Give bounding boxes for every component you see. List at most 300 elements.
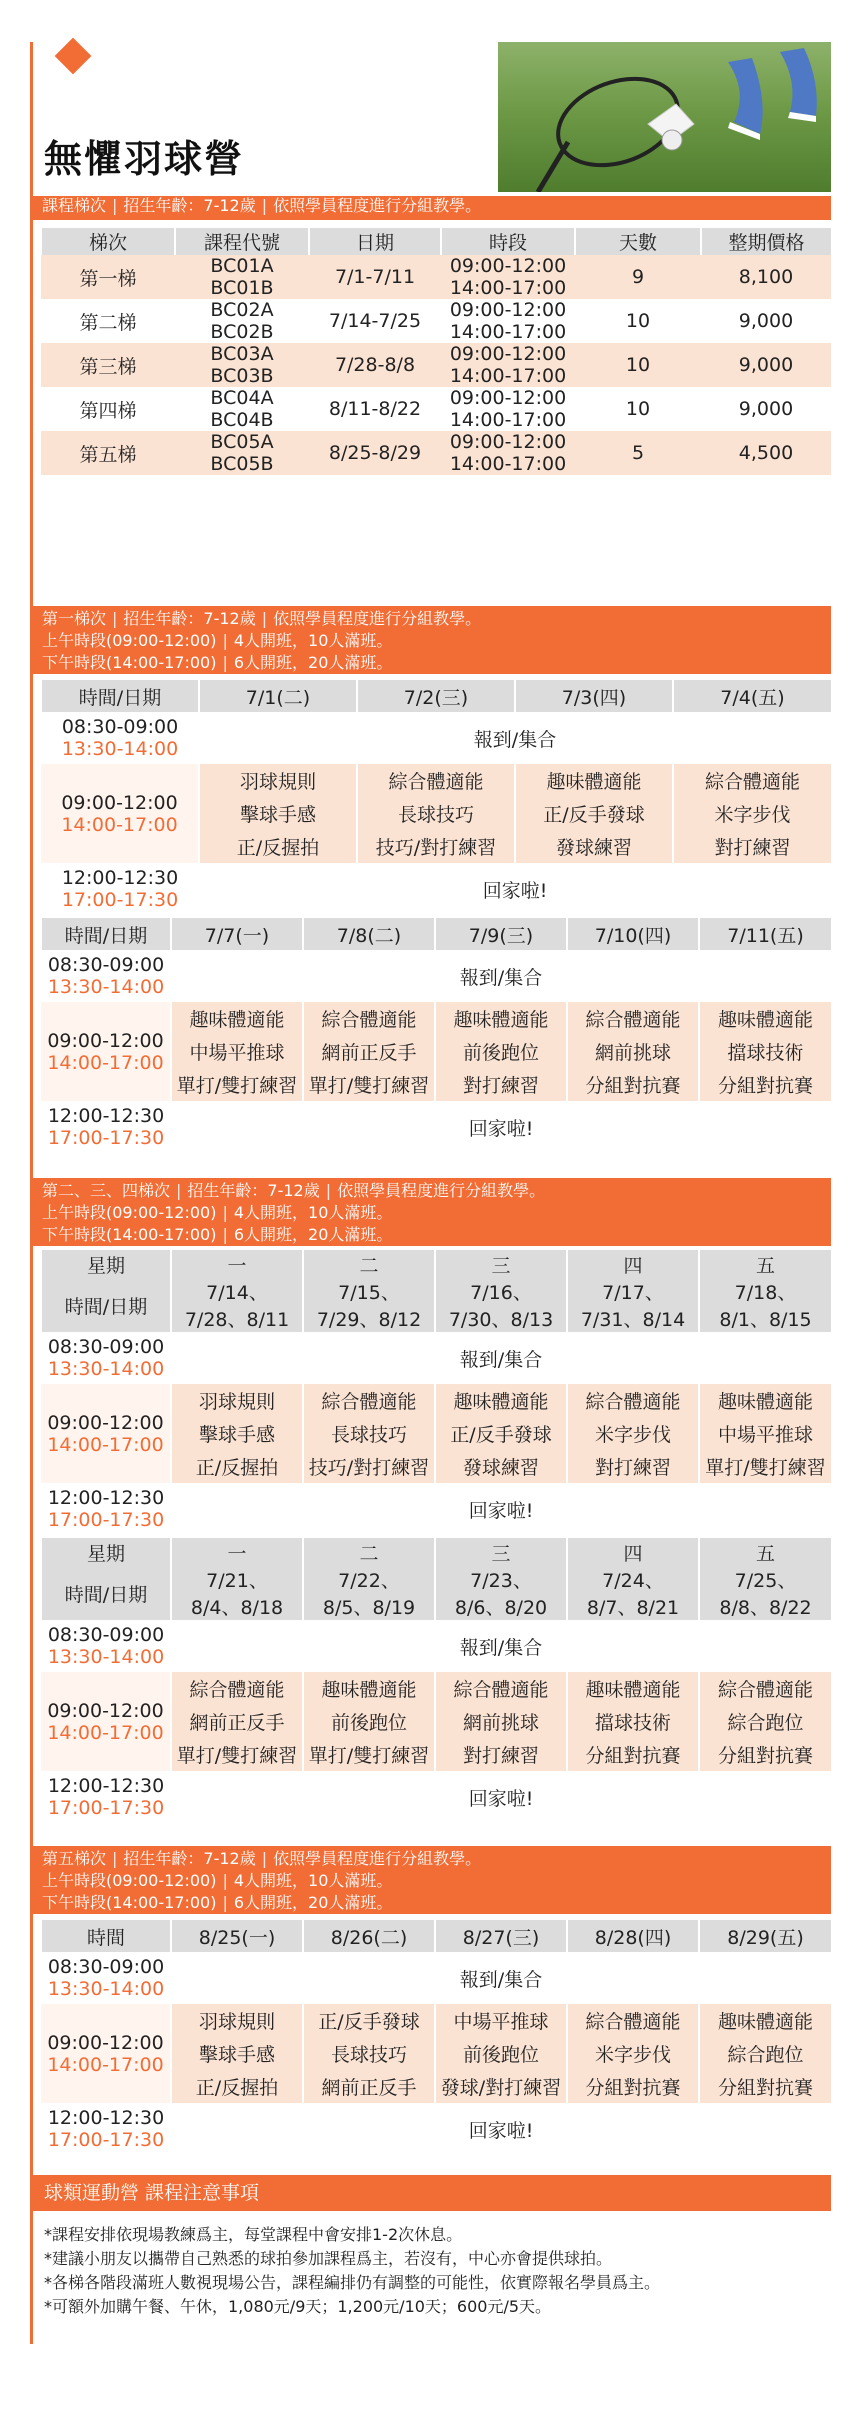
schedule-header-row (41, 1538, 831, 1566)
day-header: 二 (303, 1538, 435, 1566)
activity-cell: 網前挑球 (435, 1705, 567, 1738)
pm-text: 下午時段(14:00-17:00) (42, 653, 217, 672)
session-price: 9,000 (738, 398, 794, 420)
time-slot (41, 1332, 171, 1384)
day-header (303, 1566, 435, 1620)
session1-bar: 第一梯次 | 招生年齡：7-12歲 | 依照學員程度進行分組教學。 上午時段(09:00-12:00) | 4人開班，10人滿班。 下午時段(14:00-17:00) | 6人開班，20人滿班。 (30, 606, 831, 674)
session-date: 7/14-7/25 (328, 310, 422, 332)
day-header: 8/26(二) (303, 1920, 435, 1952)
session-price: 9,000 (738, 354, 794, 376)
activity-cell: 綜合體適能 (699, 1672, 831, 1705)
badminton-photo (498, 42, 831, 192)
activity-cell: 單打/雙打練習 (303, 1738, 435, 1771)
time-slot (41, 1620, 171, 1672)
day-header (567, 1278, 699, 1332)
time-date-header: 星期 (41, 1250, 171, 1278)
course-code: BC05A (210, 431, 274, 453)
day-header (567, 1566, 699, 1620)
session-time: 09:00-12:00 (449, 343, 567, 365)
time-slot (41, 1952, 171, 2004)
activity-cell: 中場平推球 (435, 2004, 567, 2037)
activity-cell: 對打練習 (673, 830, 831, 863)
session-time: 14:00-17:00 (449, 453, 567, 475)
schedule-table (40, 1920, 831, 2155)
activity-cell: 羽球規則 (171, 1384, 303, 1417)
home-text: 回家啦! (468, 1499, 534, 1522)
bar-label: 課程梯次 (42, 196, 107, 215)
activity-cell: 綜合體適能 (567, 1002, 699, 1035)
activity-cell: 網前正反手 (303, 2070, 435, 2103)
summary-row (41, 343, 831, 365)
schedule-table (40, 1250, 831, 1535)
course-code: BC01B (210, 277, 274, 299)
activity-cell: 發球練習 (435, 1450, 567, 1483)
date-line: 7/22、 (338, 1570, 400, 1592)
activity-cell: 綜合體適能 (303, 1384, 435, 1417)
day-header: 四 (567, 1538, 699, 1566)
session-time: 14:00-17:00 (449, 321, 567, 343)
time-slot (41, 2103, 171, 2155)
pm-time: 17:00-17:30 (61, 889, 179, 911)
activity-cell: 分組對抗賽 (567, 1738, 699, 1771)
time-date-header: 星期 (41, 1538, 171, 1566)
day-header: 7/11(五) (699, 918, 831, 950)
am-time: 08:30-09:00 (47, 1336, 165, 1358)
activity-cell: 趣味體適能 (699, 2004, 831, 2037)
activity-cell: 綜合體適能 (357, 764, 515, 797)
time-date-header: 時間 (41, 1920, 171, 1952)
activity-cell: 單打/雙打練習 (699, 1450, 831, 1483)
time-date-header: 時間/日期 (41, 1566, 171, 1620)
home-row (41, 1101, 831, 1153)
activity-row (41, 2004, 831, 2037)
activity-cell: 綜合體適能 (435, 1672, 567, 1705)
activity-cell: 正/反手發球 (515, 797, 673, 830)
activity-cell: 長球技巧 (357, 797, 515, 830)
time-slot (41, 712, 199, 764)
day-header: 8/25(一) (171, 1920, 303, 1952)
day-header: 三 (435, 1250, 567, 1278)
day-header: 8/27(三) (435, 1920, 567, 1952)
am-time: 08:30-09:00 (47, 954, 165, 976)
date-line: 7/24、 (602, 1570, 664, 1592)
time-date-header: 時間/日期 (41, 680, 199, 712)
pm-time: 17:00-17:30 (47, 1127, 165, 1149)
session-time: 14:00-17:00 (449, 277, 567, 299)
activity-cell: 發球/對打練習 (435, 2070, 567, 2103)
date-line: 7/14、 (206, 1282, 268, 1304)
activity-cell: 米字步伐 (567, 1417, 699, 1450)
day-header: 7/4(五) (673, 680, 831, 712)
date-line: 8/1、8/15 (719, 1309, 812, 1331)
summary-row (41, 255, 831, 277)
pm-time: 17:00-17:30 (47, 2129, 165, 2151)
activity-cell: 單打/雙打練習 (303, 1068, 435, 1101)
day-header: 7/8(二) (303, 918, 435, 950)
schedule-table (40, 680, 831, 915)
am-rule: 4人開班，10人滿班。 (233, 1203, 393, 1222)
activity-cell: 單打/雙打練習 (171, 1738, 303, 1771)
activity-cell: 前後跑位 (435, 1035, 567, 1068)
session234-bar: 第二、三、四梯次 | 招生年齡：7-12歲 | 依照學員程度進行分組教學。 上午時段(09:00-12:00) | 4人開班，10人滿班。 下午時段(14:00-17:00) | 6人開班，20人滿班。 (30, 1178, 831, 1246)
home-row (41, 1483, 831, 1535)
activity-cell: 網前挑球 (567, 1035, 699, 1068)
activity-cell: 趣味體適能 (699, 1002, 831, 1035)
header-cell: 天數 (575, 228, 701, 255)
home-text: 回家啦! (468, 1787, 534, 1810)
schedule-table (40, 1538, 831, 1823)
session-date: 7/28-8/8 (334, 354, 416, 376)
activity-cell: 擊球手感 (171, 2037, 303, 2070)
pm-time: 14:00-17:00 (61, 813, 178, 836)
home-row (41, 1771, 831, 1823)
time-slot (41, 863, 199, 915)
activity-cell: 正/反手發球 (303, 2004, 435, 2037)
checkin-row (41, 950, 831, 1002)
session-days: 9 (631, 266, 645, 288)
date-line: 7/15、 (338, 1282, 400, 1304)
am-time: 12:00-12:30 (47, 2107, 165, 2129)
am-rule: 4人開班，10人滿班。 (233, 631, 393, 650)
am-text: 上午時段(09:00-12:00) (42, 1203, 217, 1222)
activity-cell: 長球技巧 (303, 1417, 435, 1450)
activity-cell: 分組對抗賽 (567, 2070, 699, 2103)
am-time: 08:30-09:00 (47, 1956, 165, 1978)
session-days: 5 (631, 442, 645, 464)
activity-cell: 發球練習 (515, 830, 673, 863)
session1-label: 第一梯次 (42, 609, 107, 628)
schedule-header-row (41, 1250, 831, 1278)
header-cell: 日期 (309, 228, 441, 255)
pm-text: 下午時段(14:00-17:00) (42, 1893, 217, 1912)
day-header (699, 1278, 831, 1332)
session-price: 8,100 (738, 266, 794, 288)
am-time: 09:00-12:00 (61, 791, 178, 814)
activity-row (41, 1672, 831, 1705)
day-header (435, 1566, 567, 1620)
day-header (435, 1278, 567, 1332)
activity-cell: 對打練習 (435, 1738, 567, 1771)
session-time: 14:00-17:00 (449, 365, 567, 387)
am-time: 12:00-12:30 (47, 1775, 165, 1797)
time-slot (41, 1483, 171, 1535)
schedule-header-row (41, 1920, 831, 1952)
pm-rule: 6人開班，20人滿班。 (233, 1225, 393, 1244)
date-line: 8/5、8/19 (322, 1597, 416, 1619)
session5-bar: 第五梯次 | 招生年齡：7-12歲 | 依照學員程度進行分組教學。 上午時段(09:00-12:00) | 4人開班，10人滿班。 下午時段(14:00-17:00) | 6人開班，20人滿班。 (30, 1846, 831, 1914)
session-days: 10 (625, 398, 651, 420)
day-header: 五 (699, 1250, 831, 1278)
session-date: 8/11-8/22 (328, 398, 422, 420)
time-slot (41, 2004, 171, 2103)
session-days: 10 (625, 354, 651, 376)
pm-text: 下午時段(14:00-17:00) (42, 1225, 217, 1244)
activity-cell: 趣味體適能 (435, 1002, 567, 1035)
note-item: *課程安排依現場教練爲主，每堂課程中會安排1-2次休息。 (44, 2225, 463, 2244)
pm-time: 17:00-17:30 (47, 1509, 165, 1531)
am-time: 12:00-12:30 (61, 867, 179, 889)
bar-age: 招生年齡：7-12歲 (123, 196, 256, 215)
note-item: *建議小朋友以攜帶自己熟悉的球拍參加課程爲主，若沒有，中心亦會提供球拍。 (44, 2249, 613, 2268)
activity-cell: 分組對抗賽 (699, 1738, 831, 1771)
pm-time: 14:00-17:00 (47, 1721, 164, 1744)
checkin-row (41, 712, 831, 764)
am-time: 09:00-12:00 (47, 1699, 164, 1722)
home-text: 回家啦! (482, 879, 548, 902)
group-text: 依照學員程度進行分組教學。 (273, 1849, 482, 1868)
home-text: 回家啦! (468, 1117, 534, 1140)
checkin-text: 報到/集合 (459, 1348, 543, 1371)
activity-cell: 綜合體適能 (567, 1384, 699, 1417)
bar-note: 依照學員程度進行分組教學。 (273, 196, 482, 215)
session-name: 第五梯 (79, 443, 137, 466)
day-header: 8/28(四) (567, 1920, 699, 1952)
day-header: 五 (699, 1538, 831, 1566)
activity-cell: 正/反握拍 (171, 1450, 303, 1483)
checkin-row (41, 1620, 831, 1672)
activity-cell: 長球技巧 (303, 2037, 435, 2070)
summary-table (40, 228, 831, 475)
session-time: 09:00-12:00 (449, 255, 567, 277)
day-header: 一 (171, 1538, 303, 1566)
activity-cell: 羽球規則 (199, 764, 357, 797)
activity-cell: 網前正反手 (171, 1705, 303, 1738)
session-price: 9,000 (738, 310, 794, 332)
age-text: 招生年齡：7-12歲 (123, 609, 256, 628)
page-title: 無懼羽球營 (44, 137, 245, 181)
activity-row (41, 1384, 831, 1417)
header-cell: 整期價格 (701, 228, 831, 255)
checkin-text: 報到/集合 (473, 728, 557, 751)
activity-cell: 綜合跑位 (699, 2037, 831, 2070)
pm-time: 13:30-14:00 (47, 1646, 165, 1668)
activity-cell: 趣味體適能 (515, 764, 673, 797)
activity-cell: 米字步伐 (673, 797, 831, 830)
activity-cell: 擊球手感 (171, 1417, 303, 1450)
am-text: 上午時段(09:00-12:00) (42, 631, 217, 650)
course-code: BC03B (210, 365, 274, 387)
date-line: 8/4、8/18 (190, 1597, 284, 1619)
schedule-header-row (41, 680, 831, 712)
activity-cell: 正/反手發球 (435, 1417, 567, 1450)
activity-cell: 米字步伐 (567, 2037, 699, 2070)
activity-cell: 單打/雙打練習 (171, 1068, 303, 1101)
checkin-row (41, 1332, 831, 1384)
date-line: 7/23、 (470, 1570, 532, 1592)
course-code: BC02B (210, 321, 274, 343)
activity-cell: 綜合體適能 (567, 2004, 699, 2037)
notes-list (44, 2223, 660, 2319)
activity-cell: 綜合體適能 (171, 1672, 303, 1705)
time-slot (41, 950, 171, 1002)
am-time: 12:00-12:30 (47, 1487, 165, 1509)
time-slot (41, 1101, 171, 1153)
activity-cell: 對打練習 (567, 1450, 699, 1483)
date-line: 7/30、8/13 (448, 1309, 554, 1331)
session5-label: 第五梯次 (42, 1849, 107, 1868)
activity-cell: 趣味體適能 (567, 1672, 699, 1705)
activity-cell: 擋球技術 (567, 1705, 699, 1738)
schedule-header-row (41, 1278, 831, 1332)
day-header (171, 1278, 303, 1332)
activity-cell: 前後跑位 (435, 2037, 567, 2070)
date-line: 8/8、8/22 (719, 1597, 812, 1619)
header-cell: 時段 (441, 228, 575, 255)
time-slot (41, 1384, 171, 1483)
activity-cell: 中場平推球 (699, 1417, 831, 1450)
day-header: 三 (435, 1538, 567, 1566)
time-slot (41, 1771, 171, 1823)
note-item: *各梯各階段滿班人數視現場公告，課程編排仍有調整的可能性，依實際報名學員爲主。 (44, 2273, 661, 2292)
day-header: 7/7(一) (171, 918, 303, 950)
age-text: 招生年齡：7-12歲 (123, 1849, 256, 1868)
date-line: 7/18、 (734, 1282, 797, 1304)
schedule-header-row (41, 1566, 831, 1620)
activity-cell: 正/反握拍 (171, 2070, 303, 2103)
activity-cell: 趣味體適能 (171, 1002, 303, 1035)
day-header (699, 1566, 831, 1620)
session-days: 10 (625, 310, 651, 332)
activity-cell: 技巧/對打練習 (303, 1450, 435, 1483)
date-line: 7/29、8/12 (316, 1309, 422, 1331)
header-cell: 梯次 (41, 228, 175, 255)
day-header: 二 (303, 1250, 435, 1278)
session-date: 7/1-7/11 (334, 266, 416, 288)
age-text: 招生年齡：7-12歲 (187, 1181, 320, 1200)
activity-cell: 趣味體適能 (303, 1672, 435, 1705)
session-time: 14:00-17:00 (449, 409, 567, 431)
activity-row (41, 764, 831, 797)
course-code: BC04B (210, 409, 274, 431)
session-time: 09:00-12:00 (449, 431, 567, 453)
day-header: 7/2(三) (357, 680, 515, 712)
course-overview-bar: 課程梯次 | 招生年齡：7-12歲 | 依照學員程度進行分組教學。 (30, 196, 831, 220)
home-row (41, 863, 831, 915)
session-name: 第二梯 (79, 311, 137, 334)
date-line: 7/28、8/11 (184, 1309, 290, 1331)
home-row (41, 2103, 831, 2155)
time-slot (41, 1672, 171, 1771)
session-time: 09:00-12:00 (449, 387, 567, 409)
course-code: BC01A (210, 255, 274, 277)
pm-time: 14:00-17:00 (47, 2053, 164, 2076)
pm-rule: 6人開班，20人滿班。 (233, 1893, 393, 1912)
course-code: BC02A (210, 299, 274, 321)
pm-time: 13:30-14:00 (47, 976, 165, 998)
activity-cell: 擋球技術 (699, 1035, 831, 1068)
note-item: *可額外加購午餐、午休，1,080元/9天；1,200元/10天；600元/5天。 (44, 2297, 552, 2316)
day-header: 8/29(五) (699, 1920, 831, 1952)
am-time: 08:30-09:00 (47, 1624, 165, 1646)
activity-cell: 綜合體適能 (673, 764, 831, 797)
session-date: 8/25-8/29 (328, 442, 422, 464)
home-text: 回家啦! (468, 2119, 534, 2142)
summary-row (41, 387, 831, 409)
group-text: 依照學員程度進行分組教學。 (337, 1181, 546, 1200)
date-line: 7/16、 (470, 1282, 532, 1304)
activity-cell: 分組對抗賽 (567, 1068, 699, 1101)
day-header: 7/3(四) (515, 680, 673, 712)
activity-cell: 中場平推球 (171, 1035, 303, 1068)
activity-cell: 綜合體適能 (303, 1002, 435, 1035)
time-date-header: 時間/日期 (41, 1278, 171, 1332)
activity-cell: 綜合跑位 (699, 1705, 831, 1738)
session234-label: 第二、三、四梯次 (42, 1181, 171, 1200)
date-line: 7/21、 (206, 1570, 268, 1592)
time-date-header: 時間/日期 (41, 918, 171, 950)
activity-cell: 網前正反手 (303, 1035, 435, 1068)
am-time: 09:00-12:00 (47, 1029, 164, 1052)
activity-row (41, 1002, 831, 1035)
activity-cell: 分組對抗賽 (699, 1068, 831, 1101)
checkin-row (41, 1952, 831, 2004)
session-time: 09:00-12:00 (449, 299, 567, 321)
am-text: 上午時段(09:00-12:00) (42, 1871, 217, 1890)
day-header: 7/10(四) (567, 918, 699, 950)
course-code: BC05B (210, 453, 274, 475)
activity-cell: 羽球規則 (171, 2004, 303, 2037)
session-name: 第一梯 (79, 267, 137, 290)
checkin-text: 報到/集合 (459, 966, 543, 989)
activity-cell: 正/反握拍 (199, 830, 357, 863)
day-header: 四 (567, 1250, 699, 1278)
course-code: BC03A (210, 343, 274, 365)
pm-time: 14:00-17:00 (47, 1051, 164, 1074)
am-time: 09:00-12:00 (47, 2031, 164, 2054)
activity-cell: 前後跑位 (303, 1705, 435, 1738)
schedule-table (40, 918, 831, 1153)
header-cell: 課程代號 (175, 228, 309, 255)
date-line: 8/6、8/20 (454, 1597, 548, 1619)
date-line: 7/25、 (734, 1570, 797, 1592)
day-header: 7/9(三) (435, 918, 567, 950)
session-price: 4,500 (738, 442, 794, 464)
activity-cell: 分組對抗賽 (699, 2070, 831, 2103)
notes-heading: 球類運動營 課程注意事項 (30, 2175, 831, 2211)
summary-row (41, 431, 831, 453)
day-header: 一 (171, 1250, 303, 1278)
day-header (303, 1278, 435, 1332)
shuttlecock-racket-illustration (498, 42, 831, 192)
pm-time: 13:30-14:00 (61, 738, 179, 760)
pm-time: 17:00-17:30 (47, 1797, 165, 1819)
pm-time: 13:30-14:00 (47, 1978, 165, 2000)
time-slot (41, 764, 199, 863)
date-line: 7/31、8/14 (580, 1309, 686, 1331)
summary-row (41, 299, 831, 321)
activity-cell: 趣味體適能 (699, 1384, 831, 1417)
pm-time: 14:00-17:00 (47, 1433, 164, 1456)
schedule-header-row (41, 918, 831, 950)
activity-cell: 對打練習 (435, 1068, 567, 1101)
am-rule: 4人開班，10人滿班。 (233, 1871, 393, 1890)
time-slot (41, 1002, 171, 1101)
day-header (171, 1566, 303, 1620)
pm-rule: 6人開班，20人滿班。 (233, 653, 393, 672)
activity-cell: 擊球手感 (199, 797, 357, 830)
am-time: 08:30-09:00 (61, 716, 179, 738)
group-text: 依照學員程度進行分組教學。 (273, 609, 482, 628)
day-header: 7/1(二) (199, 680, 357, 712)
am-time: 12:00-12:30 (47, 1105, 165, 1127)
course-code: BC04A (210, 387, 274, 409)
date-line: 8/7、8/21 (586, 1597, 680, 1619)
session-name: 第四梯 (79, 399, 137, 422)
am-time: 09:00-12:00 (47, 1411, 164, 1434)
pm-time: 13:30-14:00 (47, 1358, 165, 1380)
session-name: 第三梯 (79, 355, 137, 378)
checkin-text: 報到/集合 (459, 1636, 543, 1659)
